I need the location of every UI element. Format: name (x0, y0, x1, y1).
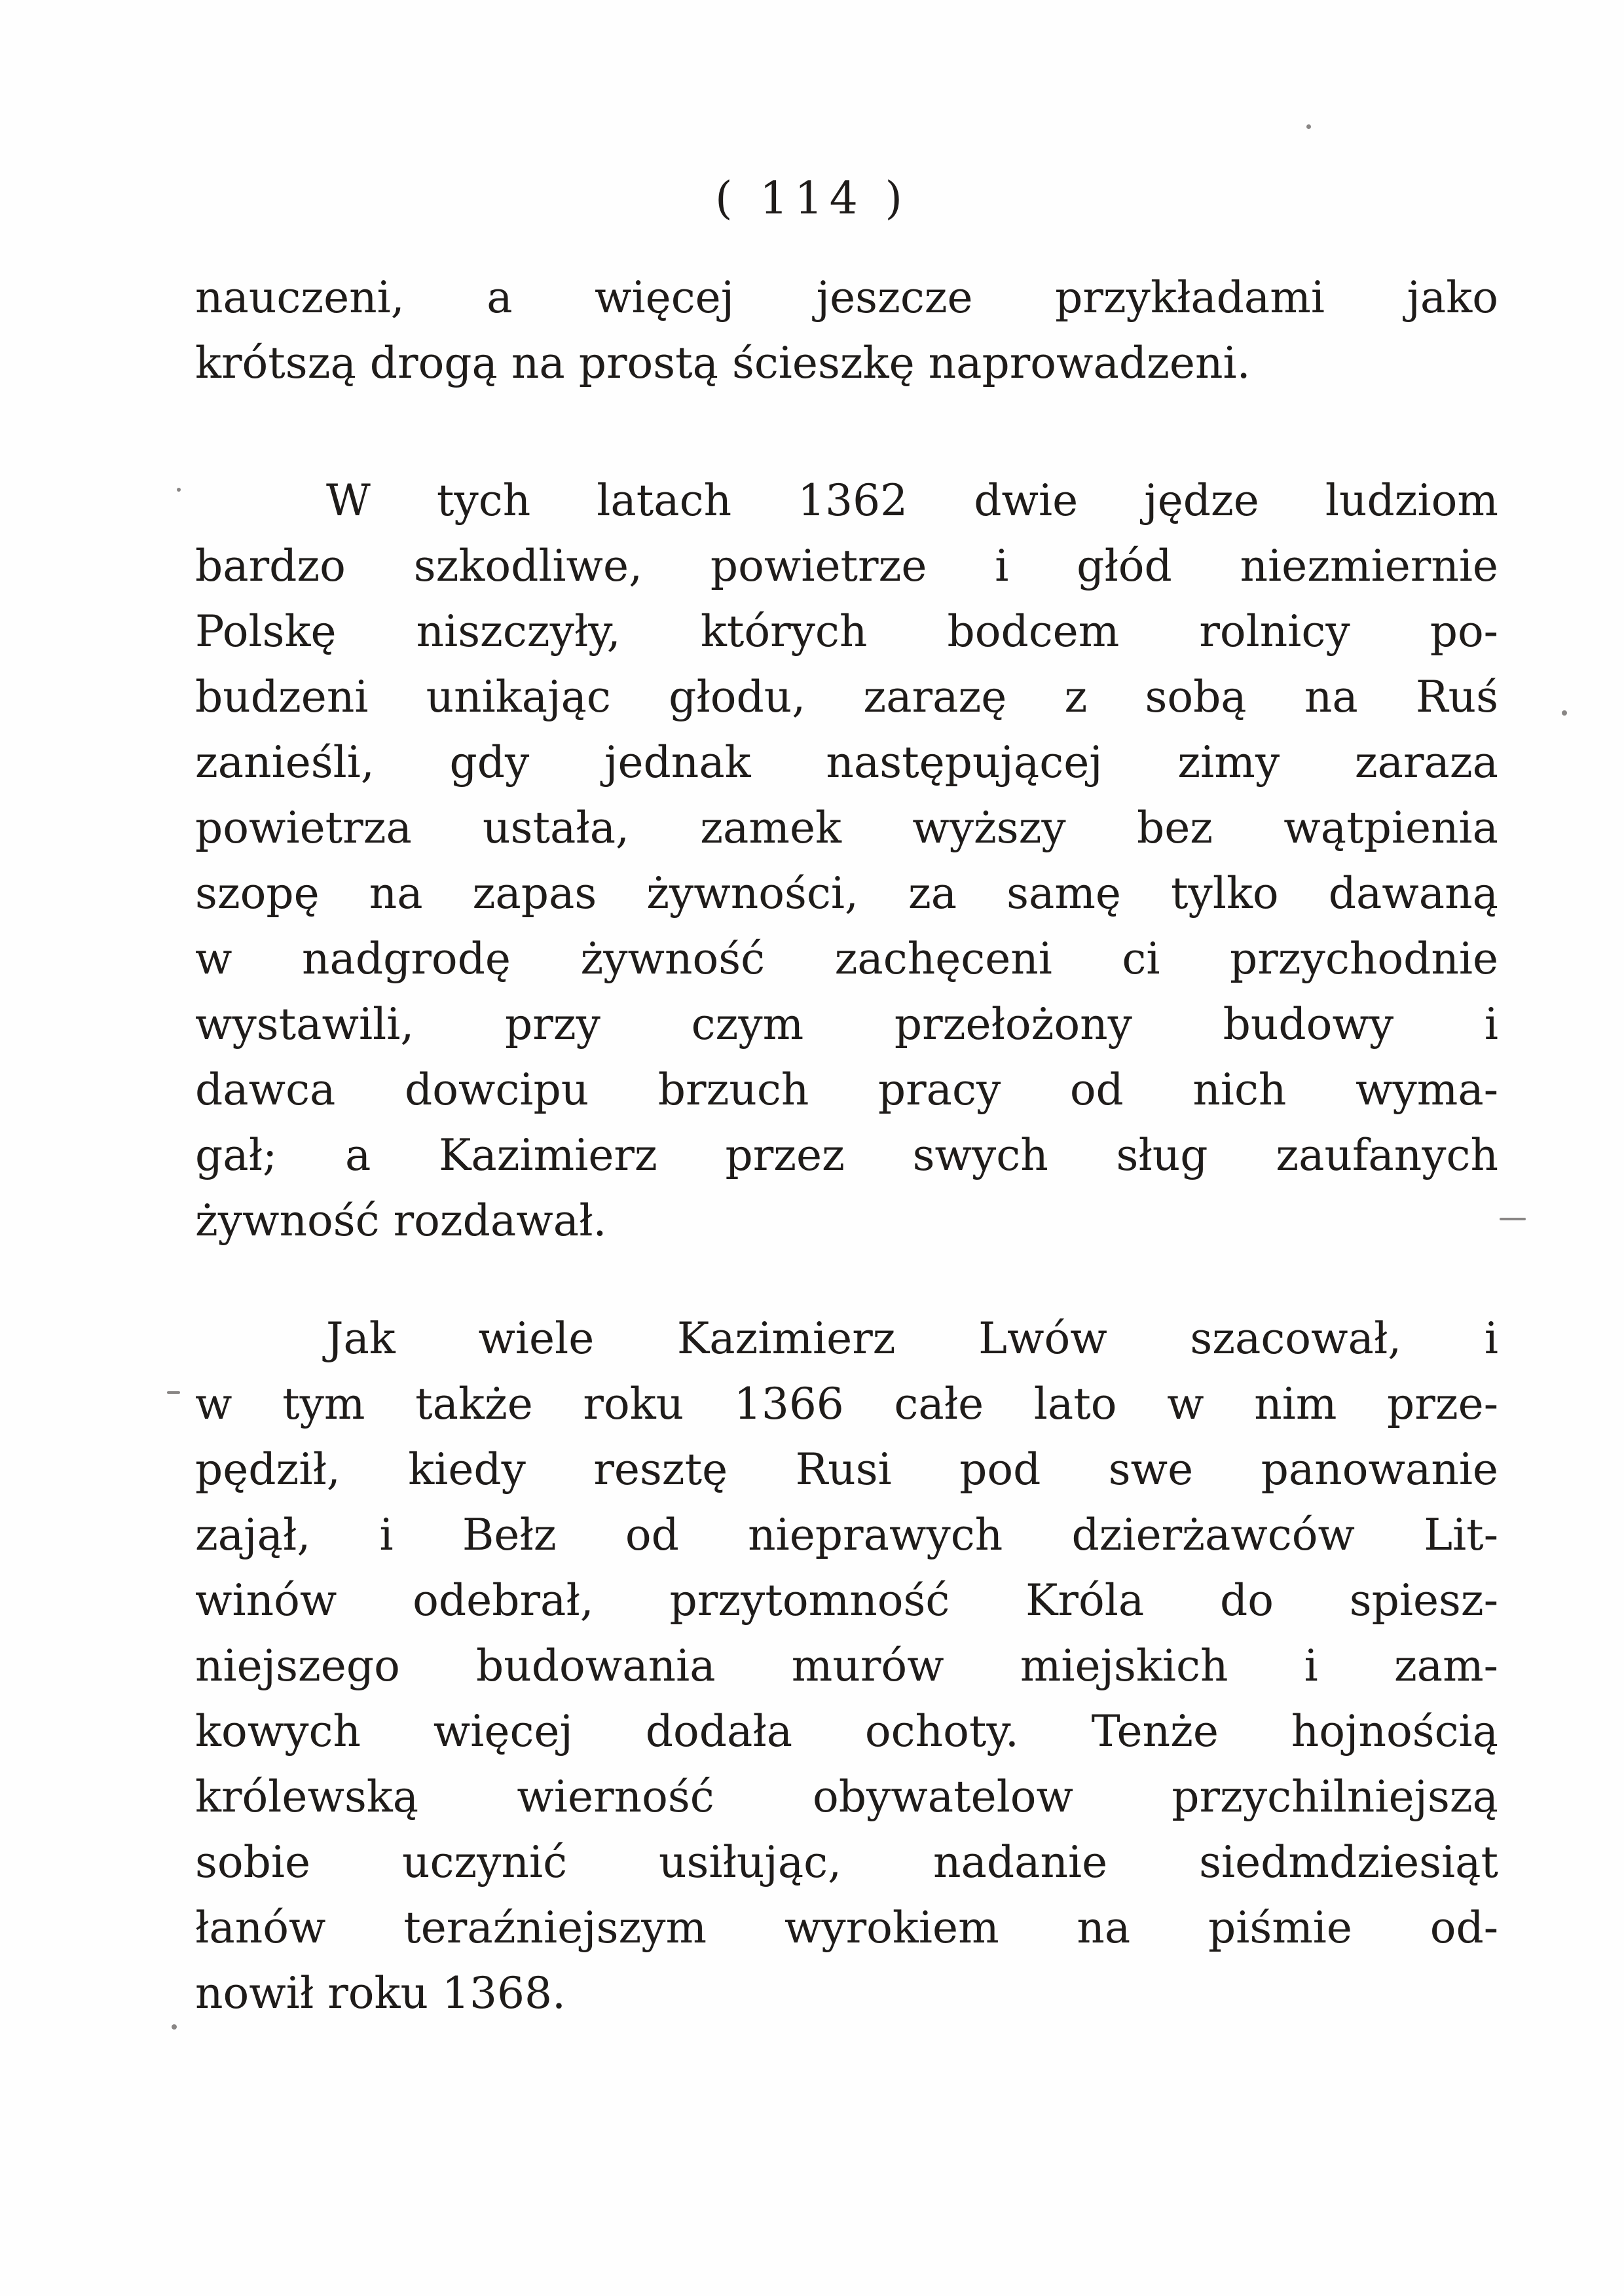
text-line: dawca dowcipu brzuch pracy od nich wyma- (195, 1065, 1498, 1115)
text-line: w tym także roku 1366 całe lato w nim prze- (195, 1379, 1498, 1429)
text-line: nauczeni, a więcej jeszcze przykładami jako (195, 272, 1498, 323)
text-line: W tych latach 1362 dwie jędze ludziom (326, 475, 1498, 526)
paragraph-3 (195, 1306, 1498, 2026)
text-line: sobie uczynić usiłując, nadanie siedmdziesiąt (195, 1837, 1498, 1887)
paragraph-2 (195, 468, 1498, 1254)
text-line: budzeni unikając głodu, zarazę z sobą na Ruś (195, 672, 1498, 722)
text-line: krótszą drogą na prostą ścieszkę naprowadzeni. (195, 338, 1251, 388)
text-line: królewską wierność obywatelow przychilniejszą (195, 1772, 1498, 1822)
scan-speck (177, 488, 181, 492)
text-line: powietrza ustała, zamek wyższy bez wątpienia (195, 803, 1498, 853)
text-line: Polskę niszczyły, których bodcem rolnicy po- (195, 606, 1498, 657)
text-line: niejszego budowania murów miejskich i zam- (195, 1641, 1498, 1691)
scan-speck (1500, 1218, 1526, 1220)
text-line: winów odebrał, przytomność Króla do spiesz- (195, 1575, 1498, 1626)
scan-speck (167, 1391, 180, 1394)
page-number: ( 114 ) (714, 173, 910, 225)
text-line: Jak wiele Kazimierz Lwów szacował, i (326, 1313, 1498, 1364)
text-line: nowił roku 1368. (195, 1968, 566, 2018)
text-line: łanów teraźniejszym wyrokiem na piśmie od- (195, 1903, 1498, 1953)
paragraph-1 (195, 265, 1498, 396)
text-line: gał; a Kazimierz przez swych sług zaufanych (195, 1130, 1498, 1180)
text-line: żywność rozdawał. (195, 1195, 607, 1246)
text-line: wystawili, przy czym przełożony budowy i (195, 999, 1498, 1049)
text-line: kowych więcej dodała ochoty. Tenże hojnością (195, 1706, 1498, 1757)
text-line: zanieśli, gdy jednak następującej zimy zaraza (195, 737, 1498, 788)
scan-speck (1562, 710, 1567, 716)
text-line: pędził, kiedy resztę Rusi pod swe panowanie (195, 1444, 1498, 1495)
text-line: bardzo szkodliwe, powietrze i głód niezmiernie (195, 541, 1498, 591)
text-line: zajął, i Bełz od nieprawych dzierżawców Lit- (195, 1510, 1498, 1560)
text-line: w nadgrodę żywność zachęceni ci przychodnie (195, 934, 1498, 984)
scan-speck (172, 2024, 177, 2030)
text-line: szopę na zapas żywności, za samę tylko dawaną (195, 868, 1498, 919)
scan-speck (1306, 124, 1311, 129)
